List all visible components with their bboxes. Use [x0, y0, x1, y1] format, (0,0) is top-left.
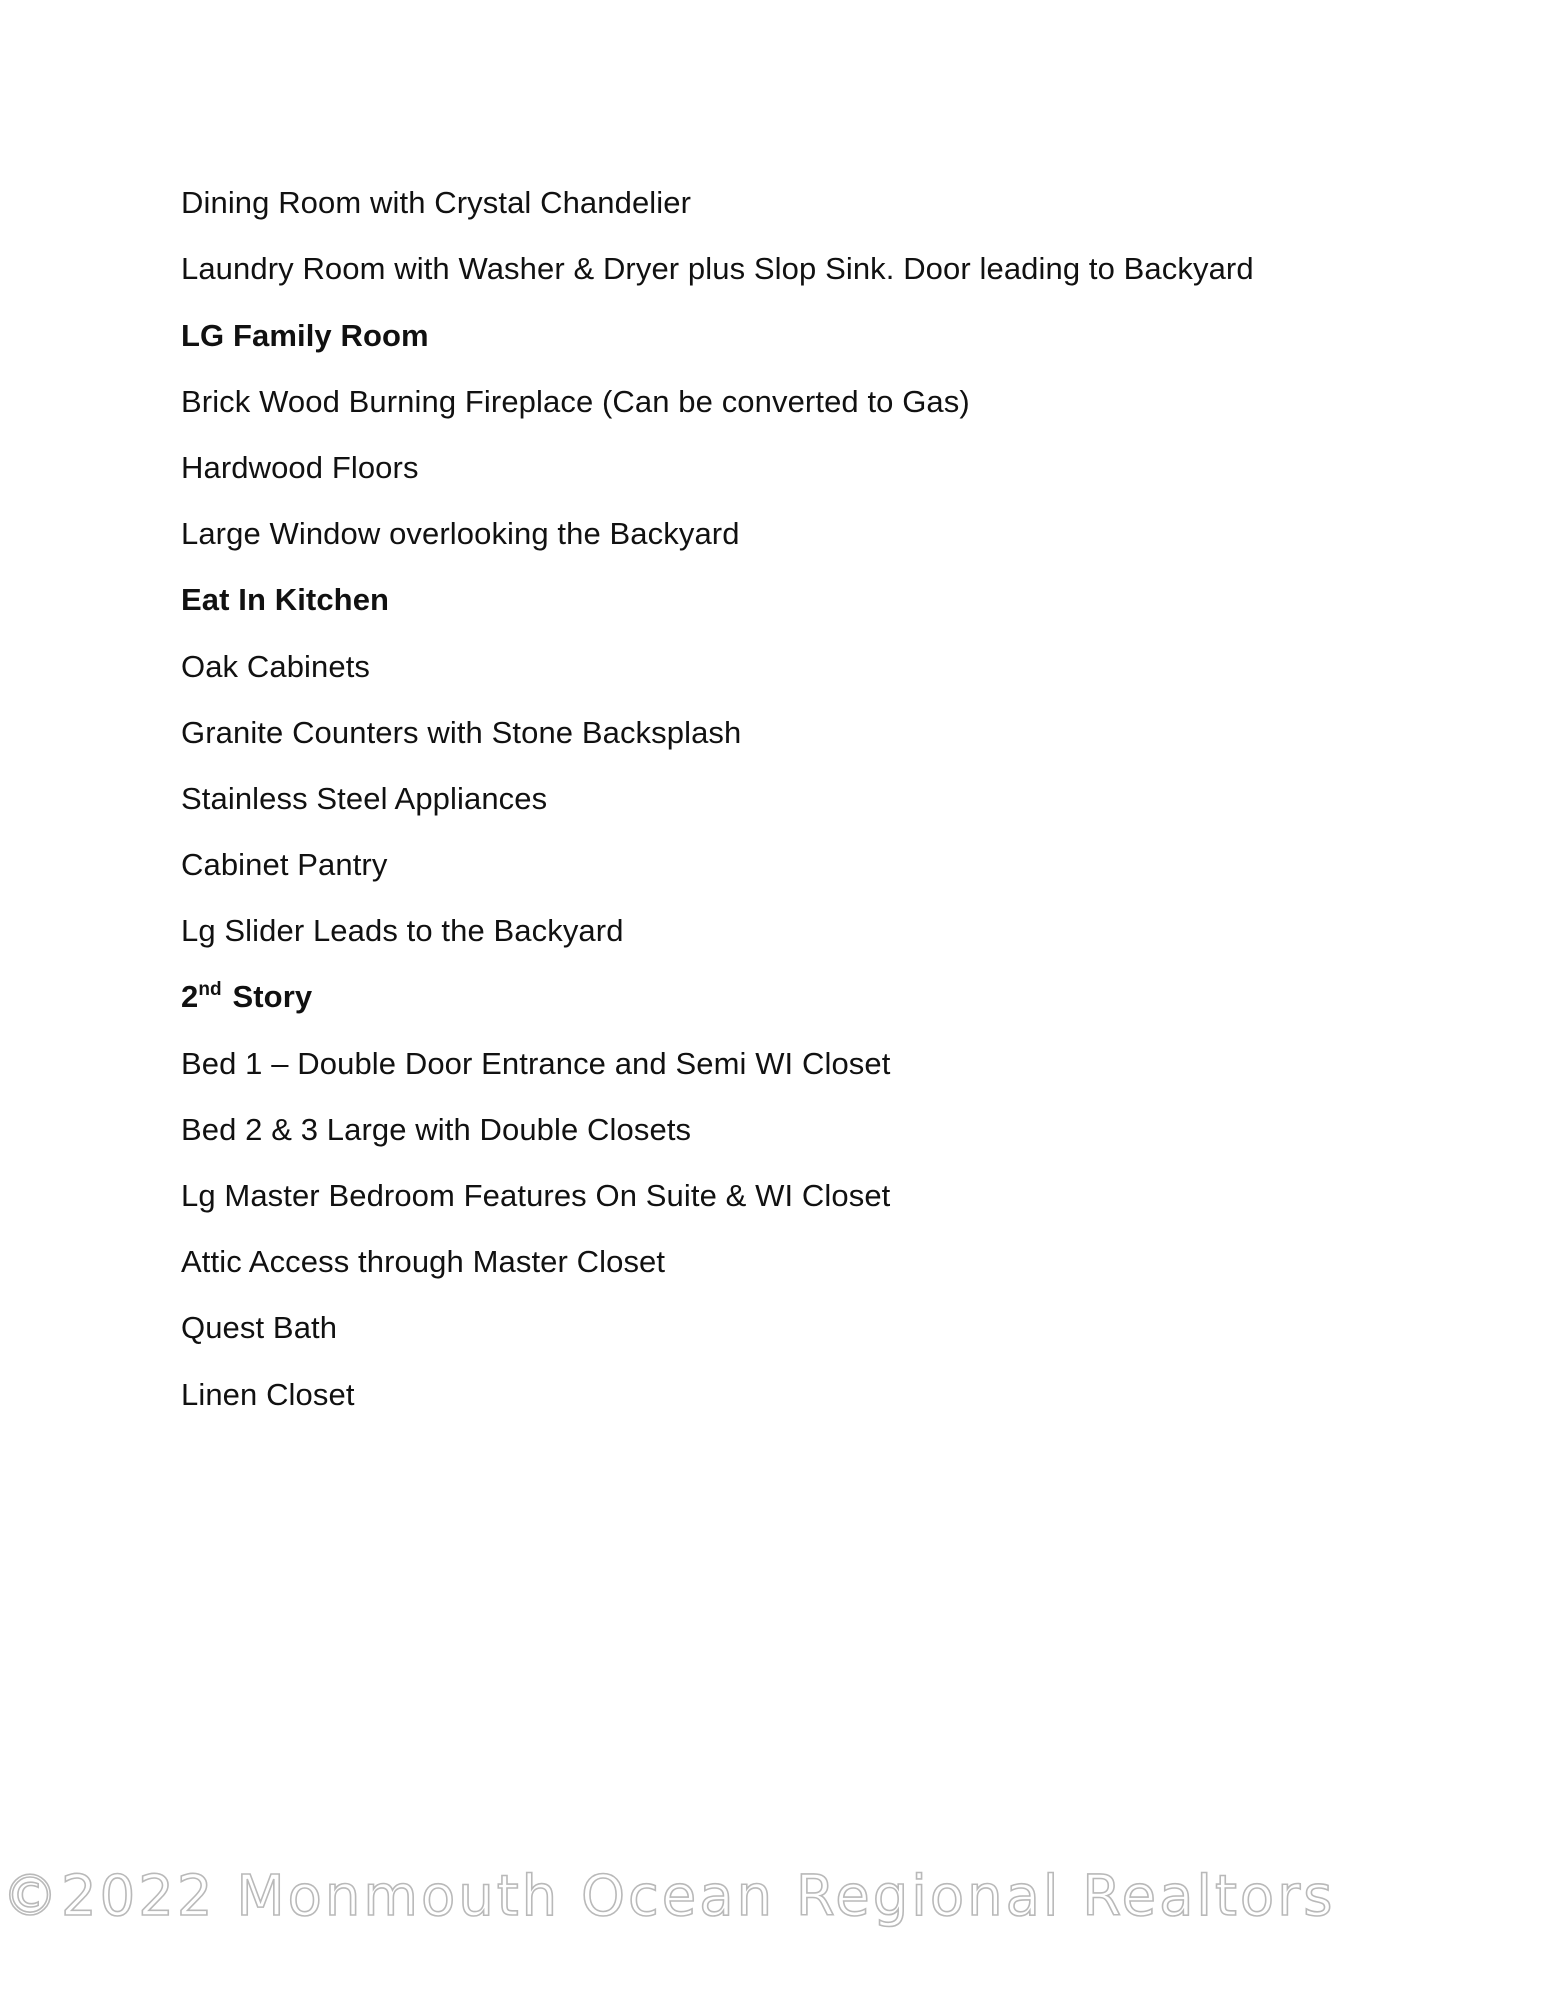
heading-second-story-suffix: nd: [198, 979, 222, 1000]
line-oak-cabinets: Oak Cabinets: [181, 649, 371, 684]
line-master-bedroom: Lg Master Bedroom Features On Suite & WI Closet: [181, 1178, 891, 1213]
heading-second-story-label: Story: [223, 979, 313, 1014]
line-hardwood-floors: Hardwood Floors: [181, 450, 419, 485]
line-bed-1: Bed 1 – Double Door Entrance and Semi WI Closet: [181, 1046, 891, 1081]
line-stainless-appliances: Stainless Steel Appliances: [181, 781, 548, 816]
line-bed-2-3: Bed 2 & 3 Large with Double Closets: [181, 1112, 692, 1147]
copyright-watermark: ©2022 Monmouth Ocean Regional Realtors: [2, 1864, 1336, 1929]
line-cabinet-pantry: Cabinet Pantry: [181, 847, 388, 882]
line-slider-backyard: Lg Slider Leads to the Backyard: [181, 913, 624, 948]
heading-second-story: [181, 977, 312, 1017]
heading-eat-in-kitchen: Eat In Kitchen: [181, 582, 390, 617]
line-granite-counters: Granite Counters with Stone Backsplash: [181, 715, 742, 750]
line-large-window: Large Window overlooking the Backyard: [181, 516, 740, 551]
line-attic-access: Attic Access through Master Closet: [181, 1244, 666, 1279]
line-laundry-room: Laundry Room with Washer & Dryer plus Slop Sink. Door leading to Backyard: [181, 251, 1254, 286]
heading-second-story-number: 2: [181, 979, 199, 1014]
line-quest-bath: Quest Bath: [181, 1310, 338, 1345]
line-fireplace: Brick Wood Burning Fireplace (Can be converted to Gas): [181, 384, 970, 419]
line-dining-room: Dining Room with Crystal Chandelier: [181, 185, 692, 220]
line-linen-closet: Linen Closet: [181, 1377, 355, 1412]
heading-family-room: LG Family Room: [181, 318, 429, 353]
